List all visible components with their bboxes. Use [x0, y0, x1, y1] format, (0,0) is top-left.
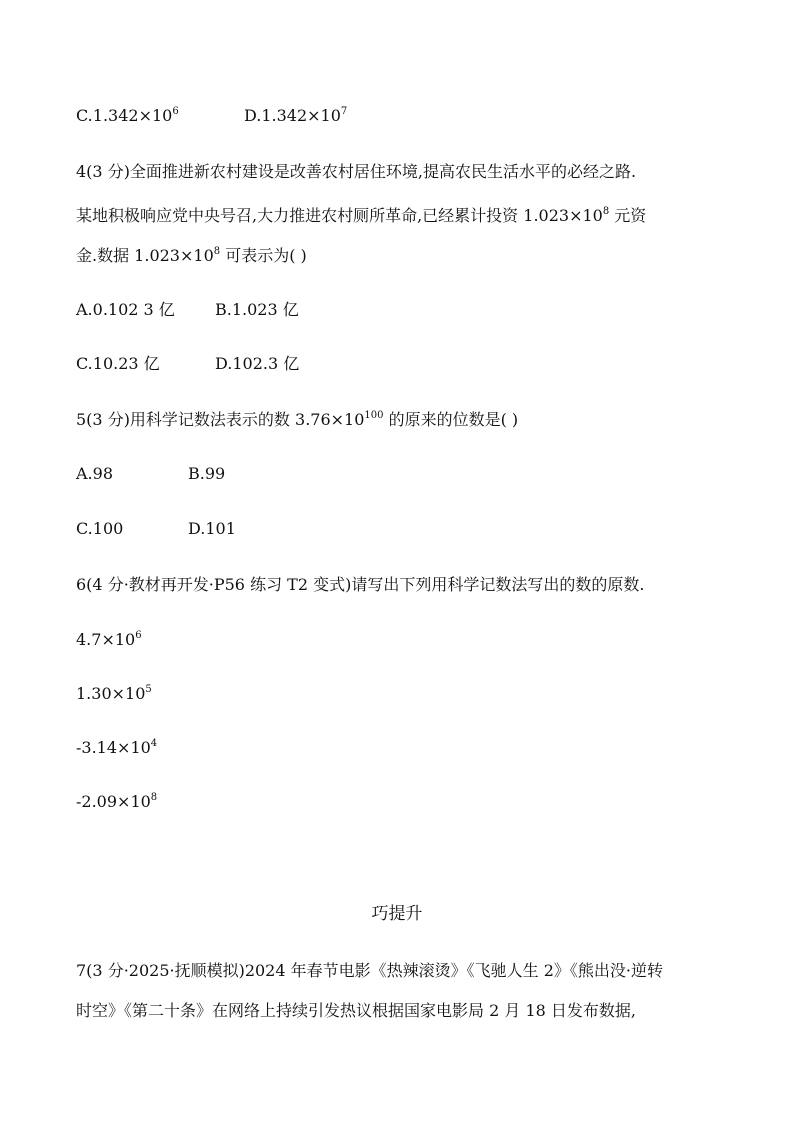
q5-stem [76, 410, 518, 430]
q4-line3-text: 金.数据 1.023×10 [76, 246, 214, 265]
q4-stem-line-1: 4(3 分)全面推进新农村建设是改善农村居住环境,提高农民生活水平的必经之路. [76, 162, 637, 181]
q5-stem-text: 5(3 分)用科学记数法表示的数 3.76×10 [76, 410, 365, 429]
q3-option-d-base: D.1.342×10 [244, 106, 341, 125]
q4-option-d: D.102.3 亿 [215, 354, 300, 373]
q5-option-a: A.98 [76, 464, 113, 483]
q6-item-exponent: 4 [150, 738, 158, 749]
q6-item-base: 4.7×10 [76, 630, 136, 649]
q4-option-b: B.1.023 亿 [215, 300, 299, 319]
q6-item [76, 738, 157, 758]
q3-option-c-base: C.1.342×10 [76, 106, 173, 125]
q4-line2-exponent: 8 [602, 206, 610, 217]
q6-item [76, 684, 152, 704]
q6-item-exponent: 5 [145, 684, 152, 695]
q6-item-base: -2.09×10 [76, 792, 151, 811]
q3-option-c [76, 106, 179, 126]
q4-line2-tail: 元资 [609, 206, 647, 225]
q4-line3-exponent: 8 [213, 246, 221, 257]
q6-item-exponent: 6 [135, 630, 142, 641]
q6-item-exponent: 8 [150, 792, 158, 803]
q4-stem-line-2 [76, 206, 646, 226]
q4-line2-text: 某地积极响应党中央号召,大力推进农村厕所革命,已经累计投资 1.023×10 [76, 206, 603, 225]
q7-stem-line-2: 时空》《第二十条》在网络上持续引发热议根据国家电影局 2 月 18 日发布数据, [76, 1001, 636, 1020]
q3-option-c-exponent: 6 [172, 106, 179, 117]
q5-option-d: D.101 [188, 519, 236, 538]
q5-option-b: B.99 [188, 464, 226, 483]
q3-option-d [244, 106, 347, 126]
q4-option-a: A.0.102 3 亿 [76, 300, 175, 319]
q6-item [76, 630, 142, 650]
q3-option-d-exponent: 7 [340, 106, 348, 117]
q4-line3-tail: 可表示为( ) [220, 246, 307, 265]
q5-option-c: C.100 [76, 519, 124, 538]
q6-item [76, 792, 157, 812]
q6-item-base: -3.14×10 [76, 738, 151, 757]
section-title: 巧提升 [371, 904, 423, 924]
q4-stem-line-3 [76, 246, 307, 266]
q5-stem-tail: 的原来的位数是( ) [383, 410, 519, 429]
q4-option-c: C.10.23 亿 [76, 354, 160, 373]
q6-item-base: 1.30×10 [76, 684, 146, 703]
q7-stem-line-1: 7(3 分·2025·抚顺模拟)2024 年春节电影《热辣滚烫》《飞驰人生 2》《熊出没·逆转 [76, 961, 663, 980]
q5-stem-exponent: 100 [364, 410, 384, 421]
q6-stem: 6(4 分·教材再开发·P56 练习 T2 变式)请写出下列用科学记数法写出的数的原数. [76, 575, 645, 594]
